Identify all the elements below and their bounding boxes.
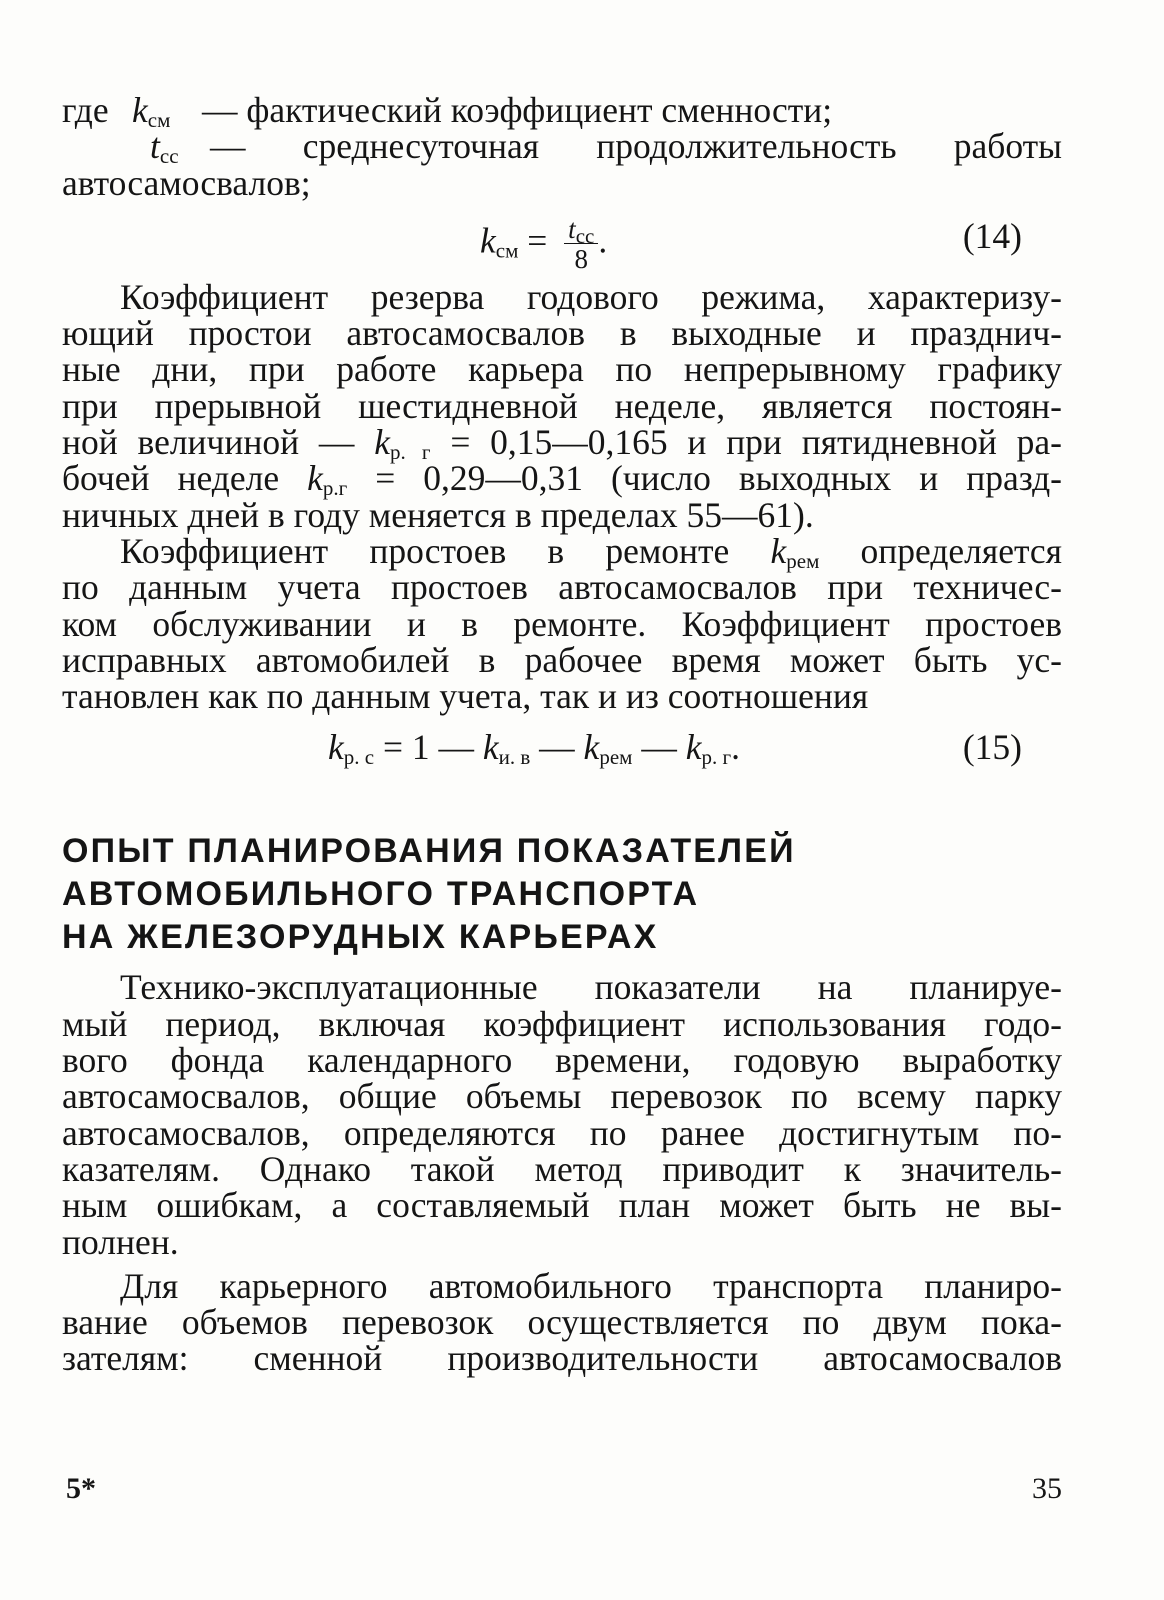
formula-number: (15) xyxy=(962,727,1022,768)
symbol-k: k xyxy=(307,458,323,499)
subscript: р.г xyxy=(322,476,348,501)
subscript: сс xyxy=(159,144,179,169)
text-line: ющий простои автосамосвалов в выходные и празднич- xyxy=(62,313,1062,354)
text-line: Коэффициент резерва годового режима, характеризу- xyxy=(120,276,1062,317)
text-line: ной величиной — $k_{р. г}$ = 0,15—0,165 и при пятидневной ра- xyxy=(62,422,1062,465)
text-line: бочей неделе $k_{р.г}$ = 0,29—0,31 (число выходных и празд- xyxy=(62,458,1062,501)
text-line: тановлен как по данным учета, так и из соотношения xyxy=(62,676,869,717)
fraction xyxy=(564,215,598,274)
text-line: зателям: сменной производительности автосамосвалов xyxy=(62,1338,1062,1379)
text-line: исправных автомобилей в рабочее время может быть ус- xyxy=(62,639,1062,680)
subscript: р. г xyxy=(701,745,732,770)
text-line: ным ошибкам, а составляемый план может быть не вы- xyxy=(62,1185,1062,1226)
text-line: по данным учета простоев автосамосвалов при техничес- xyxy=(62,567,1062,608)
definition-text: — среднесуточная продолжительность работы xyxy=(210,126,1062,167)
text-line: ные дни, при работе карьера по непрерывному графику xyxy=(62,349,1062,390)
text-line: при прерывной шестидневной неделе, является постоян- xyxy=(62,385,1062,426)
subscript: р. г xyxy=(390,440,431,465)
page-number: 35 xyxy=(1032,1472,1062,1505)
heading-line: АВТОМОБИЛЬНОГО ТРАНСПОРТА xyxy=(62,875,700,914)
paragraph-planning xyxy=(62,1265,1062,1379)
definition-lead: где xyxy=(62,90,109,130)
symbol-k: k xyxy=(328,727,344,768)
subscript: рем xyxy=(599,745,633,770)
paragraph-repair-downtime xyxy=(62,530,1062,717)
subscript: см xyxy=(147,108,171,132)
signature-mark: 5* xyxy=(66,1472,96,1505)
equals-sign: = xyxy=(527,220,548,261)
text-line: Коэффициент простоев в ремонте $k_{рем}$ определяется xyxy=(120,530,1062,573)
symbol-k: k xyxy=(374,422,390,463)
text-line: Технико-эксплуатационные показатели на планируе- xyxy=(120,967,1062,1008)
subscript: см xyxy=(495,238,519,263)
text-line: автосамосвалов, определяются по ранее достигнутым по- xyxy=(62,1112,1062,1153)
definition-t-cc xyxy=(62,126,1062,169)
denominator: 8 xyxy=(574,243,588,274)
definition-text: — фактический коэффициент сменности; xyxy=(202,90,833,130)
symbol-t: t xyxy=(150,126,160,167)
formula-number: (14) xyxy=(962,215,1022,256)
paragraph-technical-indicators xyxy=(62,967,1062,1262)
text-line: ничных дней в году меняется в пределах 55—61). xyxy=(62,494,814,535)
formula-period: . xyxy=(598,220,608,261)
text-line: казателям. Однако такой метод приводит к значитель- xyxy=(62,1148,1062,1189)
formula-15: $k_{р. с} = 1$ — $k_{и. в}$ — $k_{рем}$ — $k_{р. г}$. (15) xyxy=(328,727,1022,770)
definition-continuation: автосамосвалов; xyxy=(62,162,311,203)
numerator-symbol: t xyxy=(568,213,576,244)
text-line: автосамосвалов, общие объемы перевозок по всему парку xyxy=(62,1076,1062,1117)
text-line: Для карьерного автомобильного транспорта планиро- xyxy=(120,1265,1062,1306)
symbol-k: k xyxy=(770,530,787,571)
formula-14 xyxy=(62,201,1062,274)
text-line: вого фонда календарного времени, годовую выработку xyxy=(62,1040,1062,1081)
heading-line: ОПЫТ ПЛАНИРОВАНИЯ ПОКАЗАТЕЛЕЙ xyxy=(62,832,796,871)
symbol-k: k xyxy=(583,727,600,768)
text-line: полнен. xyxy=(62,1221,179,1262)
paragraph-reserve-coefficient xyxy=(62,276,1062,535)
subscript: рем xyxy=(786,548,820,573)
page-body xyxy=(62,92,1062,1377)
symbol-k: k xyxy=(132,90,148,130)
text-line: вание объемов перевозок осуществляется по двум пока- xyxy=(62,1302,1062,1343)
section-heading xyxy=(62,830,1062,959)
symbol-k: k xyxy=(480,220,496,261)
text-line: ком обслуживании и в ремонте. Коэффициент простоев xyxy=(62,603,1062,644)
text-line: мый период, включая коэффициент использования годо- xyxy=(62,1003,1062,1044)
subscript: р. с xyxy=(343,745,375,770)
heading-line: НА ЖЕЛЕЗОРУДНЫХ КАРЬЕРАХ xyxy=(62,918,659,957)
definition-k-cm xyxy=(62,90,1062,132)
numerator-subscript: сс xyxy=(575,223,595,248)
subscript: и. в xyxy=(498,745,531,770)
symbol-k: k xyxy=(685,727,702,768)
symbol-k: k xyxy=(482,727,499,768)
